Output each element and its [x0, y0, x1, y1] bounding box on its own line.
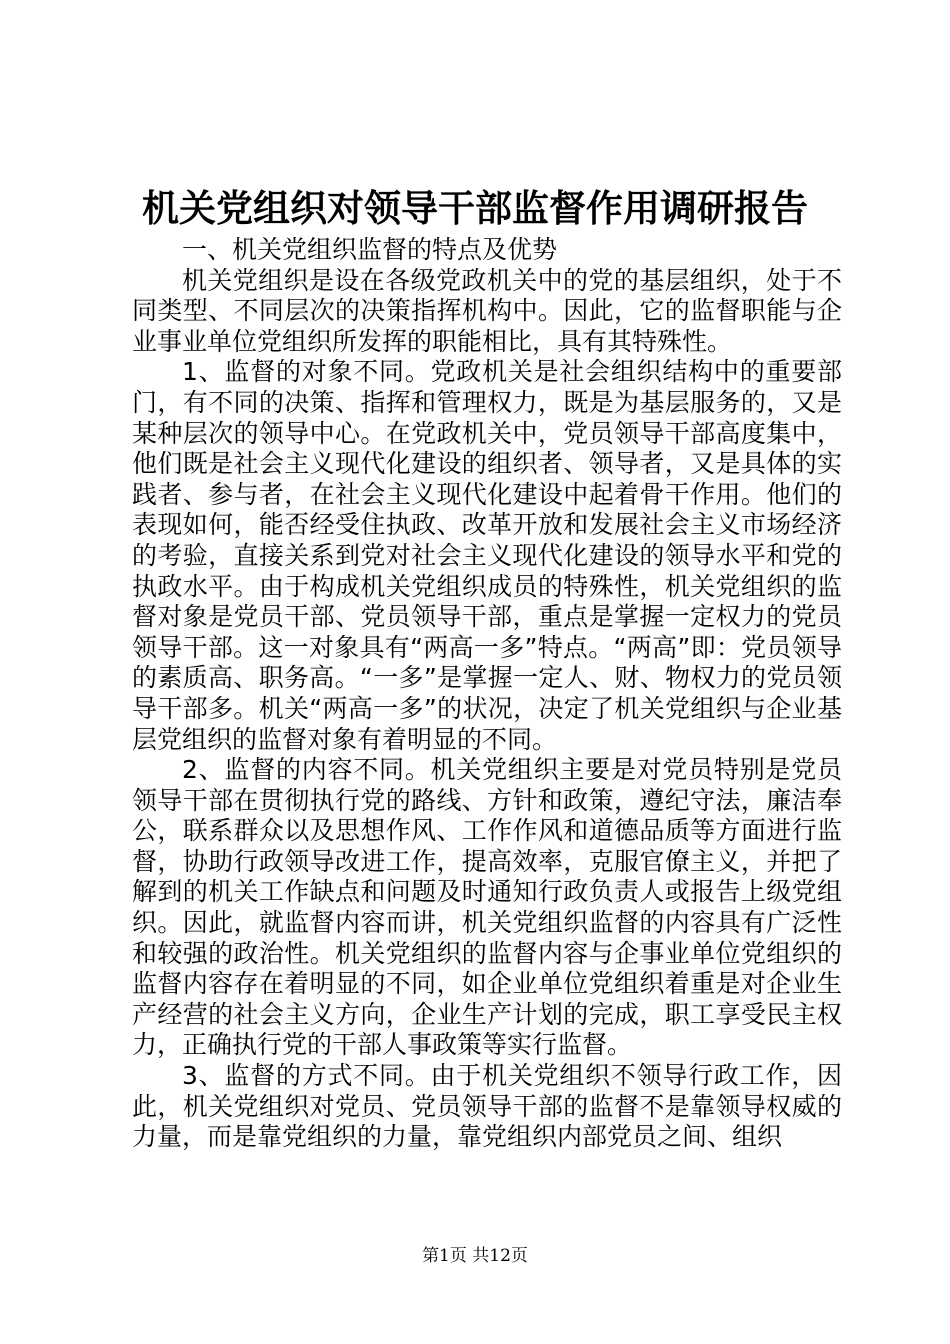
paragraph: 2、监督的内容不同。机关党组织主要是对党员特别是党员领导干部在贯彻执行党的路线、方针和政策，遵纪守法，廉洁奉公，联系群众以及思想作风、工作作风和道德品质等方面进行监督，协助行政领导改进工作，提高效率，克服官僚主义，并把了解到的机关工作缺点和问题及时通知行政负责人或报告上级党组织。因此，就监督内容而讲，机关党组织监督的内容具有广泛性和较强的政治性。机关党组织的监督内容与企事业单位党组织的监督内容存在着明显的不同，如企业单位党组织着重是对企业生产经营的社会主义方向，企业生产计划的完成，职工享受民主权力，正确执行党的干部人事政策等实行监督。	[132, 755, 842, 1060]
page-footer: 第1页 共12页	[422, 1246, 528, 1266]
paragraph: 1、监督的对象不同。党政机关是社会组织结构中的重要部门，有不同的决策、指挥和管理权力，既是为基层服务的，又是某种层次的领导中心。在党政机关中，党员领导干部高度集中，他们既是社会主义现代化建设的组织者、领导者，又是具体的实践者、参与者，在社会主义现代化建设中起着骨干作用。他们的表现如何，能否经受住执政、改革开放和发展社会主义市场经济的考验，直接关系到党对社会主义现代化建设的领导水平和党的执政水平。由于构成机关党组织成员的特殊性，机关党组织的监督对象是党员干部、党员领导干部，重点是掌握一定权力的党员领导干部。这一对象具有“两高一多”特点。“两高”即：党员领导的素质高、职务高。“一多”是掌握一定人、财、物权力的党员领导干部多。机关“两高一多”的状况，决定了机关党组织与企业基层党组织的监督对象有着明显的不同。	[132, 357, 842, 754]
paragraph: 机关党组织是设在各级党政机关中的党的基层组织，处于不同类型、不同层次的决策指挥机构中。因此，它的监督职能与企业事业单位党组织所发挥的职能相比，具有其特殊性。	[132, 265, 842, 356]
paragraph: 3、监督的方式不同。由于机关党组织不领导行政工作，因此，机关党组织对党员、党员领导干部的监督不是靠领导权威的力量，而是靠党组织的力量，靠党组织内部党员之间、组织	[132, 1061, 842, 1152]
document-title: 机关党组织对领导干部监督作用调研报告	[142, 186, 808, 230]
document-body	[132, 235, 842, 1153]
section-heading: 一、机关党组织监督的特点及优势	[182, 235, 558, 264]
